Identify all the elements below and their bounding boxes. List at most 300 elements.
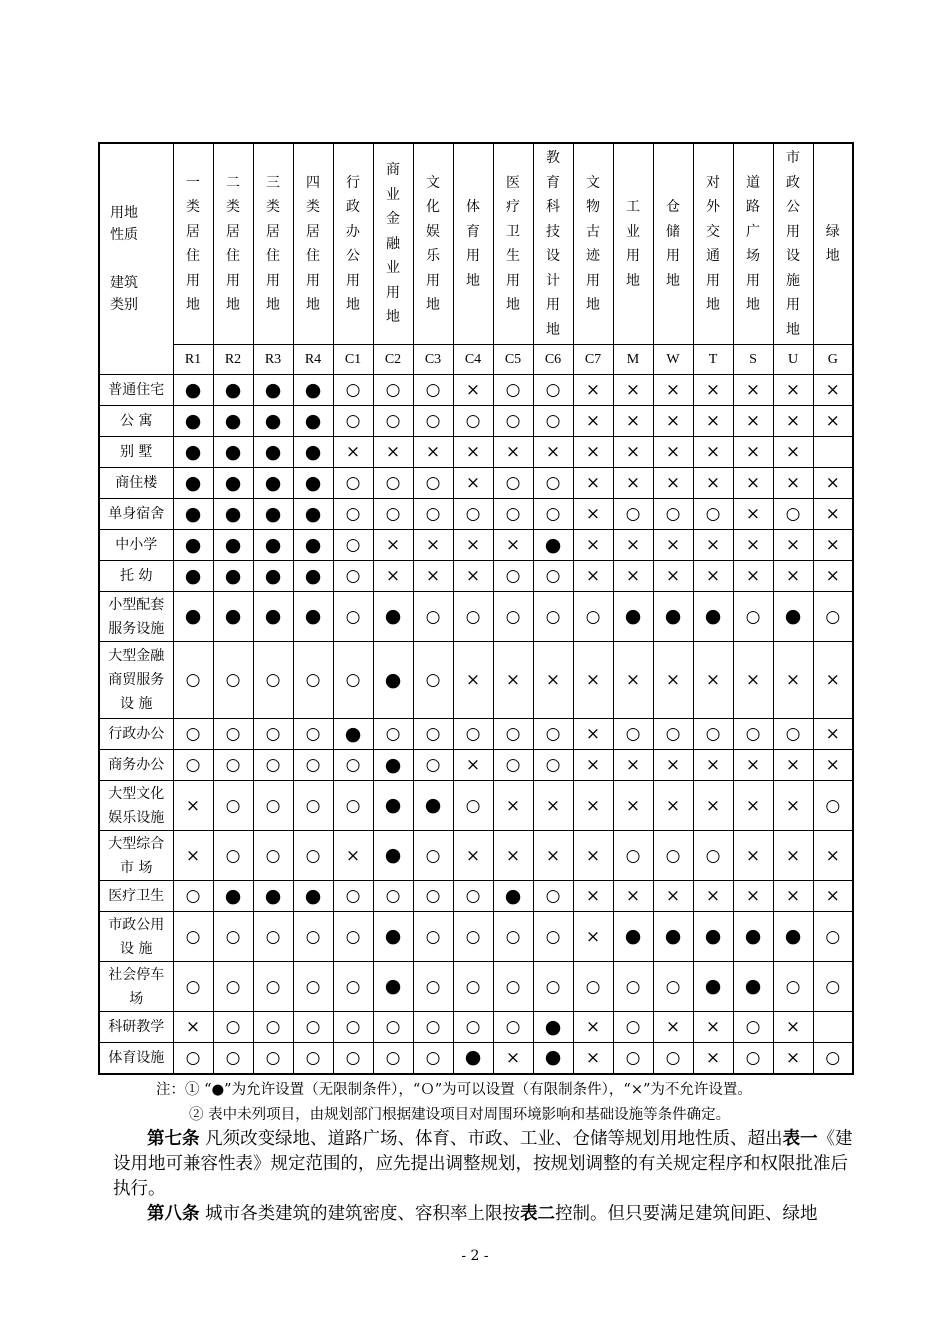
column-code: C7 — [573, 345, 613, 375]
not-allowed-cross-icon: × — [733, 499, 773, 530]
conditional-circle-icon: ○ — [213, 1043, 253, 1074]
allowed-dot-icon: ● — [293, 468, 333, 499]
conditional-circle-icon: ○ — [453, 499, 493, 530]
column-code: C6 — [533, 345, 573, 375]
not-allowed-cross-icon: × — [693, 375, 733, 406]
column-code: M — [613, 345, 653, 375]
allowed-dot-icon: ● — [253, 881, 293, 912]
column-code: C5 — [493, 345, 533, 375]
conditional-circle-icon: ○ — [733, 592, 773, 642]
corner-land-nature-label — [110, 202, 138, 246]
corner-top-text: 用地 — [110, 205, 138, 221]
conditional-circle-icon: ○ — [333, 912, 373, 962]
not-allowed-cross-icon: × — [733, 437, 773, 468]
not-allowed-cross-icon: × — [813, 530, 853, 561]
conditional-circle-icon: ○ — [373, 1012, 413, 1043]
conditional-circle-icon: ○ — [173, 750, 213, 781]
article-7-text-1: 凡须改变绿地、道路广场、体育、市政、工业、仓储等规划用地性质、超出 — [199, 1129, 783, 1149]
conditional-circle-icon: ○ — [293, 719, 333, 750]
column-header-name: 道 路 广 场 用 地 — [733, 143, 773, 345]
not-allowed-cross-icon: × — [573, 831, 613, 881]
row-label-line: 小型配套 — [108, 596, 165, 613]
not-allowed-cross-icon: × — [773, 530, 813, 561]
not-allowed-cross-icon: × — [573, 1043, 613, 1074]
corner-bottom-text: 类别 — [110, 297, 138, 313]
conditional-circle-icon: ○ — [373, 406, 413, 437]
not-allowed-cross-icon: × — [653, 468, 693, 499]
conditional-circle-icon: ○ — [173, 962, 213, 1012]
conditional-circle-icon: ○ — [613, 1012, 653, 1043]
conditional-circle-icon: ○ — [213, 831, 253, 881]
column-header-name: 行 政 办 公 用 地 — [333, 143, 373, 345]
not-allowed-cross-icon: × — [693, 406, 733, 437]
conditional-circle-icon: ○ — [173, 719, 213, 750]
conditional-circle-icon: ○ — [533, 468, 573, 499]
table-row — [99, 406, 853, 437]
not-allowed-cross-icon: × — [693, 437, 733, 468]
table-row — [99, 881, 853, 912]
not-allowed-cross-icon: × — [453, 831, 493, 881]
conditional-circle-icon: ○ — [413, 499, 453, 530]
conditional-circle-icon: ○ — [493, 719, 533, 750]
land-use-compatibility-table — [98, 142, 854, 1075]
table-row — [99, 750, 853, 781]
conditional-circle-icon: ○ — [493, 375, 533, 406]
allowed-dot-icon: ● — [173, 530, 213, 561]
not-allowed-cross-icon: × — [693, 642, 733, 719]
conditional-circle-icon: ○ — [333, 642, 373, 719]
conditional-circle-icon: ○ — [293, 781, 333, 831]
row-label-line: 社会停车 — [108, 966, 165, 983]
conditional-circle-icon: ○ — [453, 881, 493, 912]
conditional-circle-icon: ○ — [533, 719, 573, 750]
not-allowed-cross-icon: × — [653, 406, 693, 437]
allowed-dot-icon: ● — [693, 962, 733, 1012]
conditional-circle-icon: ○ — [653, 719, 693, 750]
allowed-dot-icon: ● — [173, 499, 213, 530]
allowed-dot-icon: ● — [293, 561, 333, 592]
article-7-paragraph — [113, 1127, 863, 1202]
allowed-dot-icon: ● — [493, 881, 533, 912]
conditional-circle-icon: ○ — [373, 375, 413, 406]
conditional-circle-icon: ○ — [213, 719, 253, 750]
conditional-circle-icon: ○ — [533, 750, 573, 781]
not-allowed-cross-icon: × — [773, 468, 813, 499]
conditional-circle-icon: ○ — [373, 719, 413, 750]
conditional-circle-icon: ○ — [453, 406, 493, 437]
row-label-line: 科研教学 — [108, 1019, 165, 1035]
allowed-dot-icon: ● — [173, 592, 213, 642]
allowed-dot-icon: ● — [613, 592, 653, 642]
conditional-circle-icon: ○ — [493, 406, 533, 437]
article-8-heading: 第八条 — [147, 1204, 200, 1224]
allowed-dot-icon: ● — [533, 1043, 573, 1074]
not-allowed-cross-icon: × — [493, 437, 533, 468]
allowed-dot-icon: ● — [253, 592, 293, 642]
not-allowed-cross-icon: × — [413, 561, 453, 592]
not-allowed-cross-icon: × — [613, 642, 653, 719]
conditional-circle-icon: ○ — [333, 499, 373, 530]
conditional-circle-icon: ○ — [253, 1012, 293, 1043]
table-row — [99, 437, 853, 468]
not-allowed-cross-icon: × — [813, 406, 853, 437]
conditional-circle-icon: ○ — [413, 962, 453, 1012]
not-allowed-cross-icon: × — [173, 1012, 213, 1043]
row-label-line: 行政办公 — [108, 726, 165, 742]
row-label-line: 娱乐设施 — [108, 809, 165, 826]
row-label-line: 别 墅 — [120, 444, 153, 460]
not-allowed-cross-icon: × — [493, 1043, 533, 1074]
row-label — [99, 642, 173, 719]
not-allowed-cross-icon: × — [373, 561, 413, 592]
column-header-name: 二 类 居 住 用 地 — [213, 143, 253, 345]
allowed-dot-icon: ● — [373, 912, 413, 962]
not-allowed-cross-icon: × — [653, 750, 693, 781]
conditional-circle-icon: ○ — [333, 962, 373, 1012]
row-label — [99, 468, 173, 499]
conditional-circle-icon: ○ — [613, 719, 653, 750]
allowed-dot-icon: ● — [213, 406, 253, 437]
conditional-circle-icon: ○ — [533, 912, 573, 962]
row-label-line: 大型文化 — [108, 785, 165, 802]
allowed-dot-icon: ● — [293, 530, 333, 561]
row-label-line: 商务办公 — [108, 757, 165, 773]
conditional-circle-icon: ○ — [813, 781, 853, 831]
article-8-text-2: 控制。但只要满足建筑间距、绿地 — [555, 1204, 818, 1224]
allowed-dot-icon: ● — [213, 437, 253, 468]
allowed-dot-icon: ● — [253, 406, 293, 437]
column-header-name: 工 业 用 地 — [613, 143, 653, 345]
row-label-line: 体育设施 — [108, 1049, 165, 1066]
table-row — [99, 1012, 853, 1043]
conditional-circle-icon: ○ — [413, 406, 453, 437]
corner-bottom-text: 建筑 — [110, 275, 138, 291]
column-code: R4 — [293, 345, 333, 375]
conditional-circle-icon: ○ — [333, 1012, 373, 1043]
not-allowed-cross-icon: × — [453, 530, 493, 561]
conditional-circle-icon: ○ — [413, 592, 453, 642]
row-label-line: 市 场 — [120, 859, 153, 876]
row-label-line: 商贸服务 — [108, 672, 165, 688]
column-code: G — [813, 345, 853, 375]
not-allowed-cross-icon: × — [573, 530, 613, 561]
not-allowed-cross-icon: × — [733, 781, 773, 831]
column-header-name: 市 政 公 用 设 施 用 地 — [773, 143, 813, 345]
allowed-dot-icon: ● — [213, 499, 253, 530]
row-label-line: 中小学 — [115, 537, 158, 553]
column-header-name: 体 育 用 地 — [453, 143, 493, 345]
not-allowed-cross-icon: × — [693, 781, 733, 831]
row-label — [99, 912, 173, 962]
row-label-line: 场 — [129, 990, 144, 1007]
row-label — [99, 437, 173, 468]
column-header-name: 教 育 科 技 设 计 用 地 — [533, 143, 573, 345]
table-row — [99, 831, 853, 881]
not-allowed-cross-icon: × — [813, 561, 853, 592]
not-allowed-cross-icon: × — [693, 530, 733, 561]
conditional-circle-icon: ○ — [533, 881, 573, 912]
row-label-line: 服务设施 — [108, 620, 165, 637]
allowed-dot-icon: ● — [253, 561, 293, 592]
conditional-circle-icon: ○ — [373, 881, 413, 912]
not-allowed-cross-icon: × — [453, 642, 493, 719]
row-label-line: 托 幼 — [120, 568, 153, 584]
conditional-circle-icon: ○ — [173, 881, 213, 912]
not-allowed-cross-icon: × — [773, 561, 813, 592]
conditional-circle-icon: ○ — [293, 831, 333, 881]
allowed-dot-icon: ● — [293, 592, 333, 642]
row-label-line: 大型综合 — [108, 835, 165, 852]
allowed-dot-icon: ● — [293, 499, 333, 530]
conditional-circle-icon: ○ — [293, 1012, 333, 1043]
allowed-dot-icon: ● — [693, 912, 733, 962]
not-allowed-cross-icon: × — [813, 831, 853, 881]
not-allowed-cross-icon: × — [813, 719, 853, 750]
article-8-table-ref: 表二 — [520, 1204, 556, 1224]
not-allowed-cross-icon: × — [693, 750, 733, 781]
column-code: C2 — [373, 345, 413, 375]
conditional-circle-icon: ○ — [773, 962, 813, 1012]
table-row — [99, 499, 853, 530]
allowed-dot-icon: ● — [533, 1012, 573, 1043]
allowed-dot-icon: ● — [213, 881, 253, 912]
allowed-dot-icon: ● — [373, 642, 413, 719]
row-label — [99, 962, 173, 1012]
allowed-dot-icon: ● — [653, 592, 693, 642]
conditional-circle-icon: ○ — [293, 1043, 333, 1074]
table-row — [99, 468, 853, 499]
row-label — [99, 881, 173, 912]
not-allowed-cross-icon: × — [573, 499, 613, 530]
table-row — [99, 781, 853, 831]
conditional-circle-icon: ○ — [333, 468, 373, 499]
conditional-circle-icon: ○ — [493, 561, 533, 592]
allowed-dot-icon: ● — [413, 781, 453, 831]
not-allowed-cross-icon: × — [533, 831, 573, 881]
conditional-circle-icon: ○ — [693, 831, 733, 881]
conditional-circle-icon: ○ — [373, 468, 413, 499]
column-code: W — [653, 345, 693, 375]
not-allowed-cross-icon: × — [693, 1043, 733, 1074]
table-row — [99, 912, 853, 962]
conditional-circle-icon: ○ — [333, 750, 373, 781]
conditional-circle-icon: ○ — [493, 592, 533, 642]
table-note-1: 注：① “●”为允许设置（无限制条件），“Ｏ”为可以设置（有限制条件），“×”为不允许设置。 — [156, 1082, 752, 1098]
conditional-circle-icon: ○ — [453, 1012, 493, 1043]
not-allowed-cross-icon: × — [773, 831, 813, 881]
conditional-circle-icon: ○ — [213, 962, 253, 1012]
conditional-circle-icon: ○ — [493, 962, 533, 1012]
not-allowed-cross-icon: × — [693, 561, 733, 592]
conditional-circle-icon: ○ — [413, 831, 453, 881]
allowed-dot-icon: ● — [373, 831, 413, 881]
not-allowed-cross-icon: × — [813, 642, 853, 719]
not-allowed-cross-icon: × — [573, 881, 613, 912]
not-allowed-cross-icon: × — [613, 406, 653, 437]
conditional-circle-icon: ○ — [373, 1043, 413, 1074]
allowed-dot-icon: ● — [253, 437, 293, 468]
conditional-circle-icon: ○ — [693, 719, 733, 750]
conditional-circle-icon: ○ — [173, 1043, 213, 1074]
column-code: R2 — [213, 345, 253, 375]
not-allowed-cross-icon: × — [573, 406, 613, 437]
not-allowed-cross-icon: × — [573, 750, 613, 781]
article-7-table-ref: 表一 — [782, 1129, 818, 1149]
not-allowed-cross-icon: × — [613, 468, 653, 499]
conditional-circle-icon: ○ — [453, 592, 493, 642]
row-label-line: 大型金融 — [108, 648, 165, 664]
allowed-dot-icon: ● — [253, 530, 293, 561]
allowed-dot-icon: ● — [253, 499, 293, 530]
conditional-circle-icon: ○ — [253, 912, 293, 962]
conditional-circle-icon: ○ — [613, 962, 653, 1012]
table-row — [99, 530, 853, 561]
conditional-circle-icon: ○ — [533, 592, 573, 642]
not-allowed-cross-icon: × — [613, 530, 653, 561]
column-code: T — [693, 345, 733, 375]
not-allowed-cross-icon: × — [373, 530, 413, 561]
conditional-circle-icon: ○ — [653, 499, 693, 530]
row-label — [99, 406, 173, 437]
not-allowed-cross-icon: × — [413, 530, 453, 561]
not-allowed-cross-icon: × — [493, 781, 533, 831]
corner-top-text: 性质 — [110, 227, 138, 243]
allowed-dot-icon: ● — [293, 406, 333, 437]
conditional-circle-icon: ○ — [293, 750, 333, 781]
not-allowed-cross-icon: × — [733, 750, 773, 781]
column-code: S — [733, 345, 773, 375]
not-allowed-cross-icon: × — [733, 642, 773, 719]
not-allowed-cross-icon: × — [613, 561, 653, 592]
column-header-name: 文 物 古 迹 用 地 — [573, 143, 613, 345]
allowed-dot-icon: ● — [373, 781, 413, 831]
article-7-heading: 第七条 — [147, 1129, 200, 1149]
table-row — [99, 375, 853, 406]
allowed-dot-icon: ● — [333, 719, 373, 750]
not-allowed-cross-icon: × — [813, 750, 853, 781]
not-allowed-cross-icon: × — [413, 437, 453, 468]
conditional-circle-icon: ○ — [533, 406, 573, 437]
conditional-circle-icon: ○ — [253, 719, 293, 750]
column-code: R1 — [173, 345, 213, 375]
conditional-circle-icon: ○ — [813, 962, 853, 1012]
conditional-circle-icon: ○ — [293, 962, 333, 1012]
not-allowed-cross-icon: × — [173, 781, 213, 831]
conditional-circle-icon: ○ — [213, 750, 253, 781]
not-allowed-cross-icon: × — [653, 781, 693, 831]
allowed-dot-icon: ● — [693, 592, 733, 642]
not-allowed-cross-icon: × — [533, 437, 573, 468]
allowed-dot-icon: ● — [213, 468, 253, 499]
column-code: U — [773, 345, 813, 375]
conditional-circle-icon: ○ — [253, 750, 293, 781]
conditional-circle-icon: ○ — [413, 881, 453, 912]
conditional-circle-icon: ○ — [173, 912, 213, 962]
cell-symbol — [813, 1012, 853, 1043]
conditional-circle-icon: ○ — [733, 1012, 773, 1043]
table-row — [99, 719, 853, 750]
conditional-circle-icon: ○ — [453, 912, 493, 962]
not-allowed-cross-icon: × — [333, 437, 373, 468]
not-allowed-cross-icon: × — [733, 831, 773, 881]
conditional-circle-icon: ○ — [813, 592, 853, 642]
column-header-name: 文 化 娱 乐 用 地 — [413, 143, 453, 345]
allowed-dot-icon: ● — [373, 592, 413, 642]
conditional-circle-icon: ○ — [333, 781, 373, 831]
conditional-circle-icon: ○ — [693, 499, 733, 530]
conditional-circle-icon: ○ — [413, 642, 453, 719]
column-header-name: 绿 地 — [813, 143, 853, 345]
not-allowed-cross-icon: × — [653, 1012, 693, 1043]
column-code: C4 — [453, 345, 493, 375]
conditional-circle-icon: ○ — [573, 592, 613, 642]
not-allowed-cross-icon: × — [493, 642, 533, 719]
allowed-dot-icon: ● — [613, 912, 653, 962]
allowed-dot-icon: ● — [373, 962, 413, 1012]
not-allowed-cross-icon: × — [493, 530, 533, 561]
conditional-circle-icon: ○ — [293, 642, 333, 719]
not-allowed-cross-icon: × — [773, 1043, 813, 1074]
not-allowed-cross-icon: × — [573, 1012, 613, 1043]
not-allowed-cross-icon: × — [773, 642, 813, 719]
row-label — [99, 561, 173, 592]
not-allowed-cross-icon: × — [333, 831, 373, 881]
not-allowed-cross-icon: × — [773, 375, 813, 406]
not-allowed-cross-icon: × — [573, 561, 613, 592]
conditional-circle-icon: ○ — [333, 530, 373, 561]
conditional-circle-icon: ○ — [413, 719, 453, 750]
column-header-name: 三 类 居 住 用 地 — [253, 143, 293, 345]
allowed-dot-icon: ● — [213, 530, 253, 561]
conditional-circle-icon: ○ — [573, 962, 613, 1012]
not-allowed-cross-icon: × — [813, 468, 853, 499]
not-allowed-cross-icon: × — [453, 468, 493, 499]
conditional-circle-icon: ○ — [213, 642, 253, 719]
not-allowed-cross-icon: × — [573, 642, 613, 719]
page-number: - 2 - — [461, 1248, 489, 1264]
not-allowed-cross-icon: × — [453, 561, 493, 592]
not-allowed-cross-icon: × — [773, 437, 813, 468]
row-label-line: 单身宿舍 — [108, 506, 165, 522]
table-row — [99, 1043, 853, 1074]
conditional-circle-icon: ○ — [613, 499, 653, 530]
allowed-dot-icon: ● — [533, 530, 573, 561]
allowed-dot-icon: ● — [173, 406, 213, 437]
conditional-circle-icon: ○ — [813, 912, 853, 962]
not-allowed-cross-icon: × — [173, 831, 213, 881]
conditional-circle-icon: ○ — [653, 962, 693, 1012]
not-allowed-cross-icon: × — [573, 719, 613, 750]
conditional-circle-icon: ○ — [213, 1012, 253, 1043]
table-row — [99, 642, 853, 719]
not-allowed-cross-icon: × — [653, 881, 693, 912]
conditional-circle-icon: ○ — [333, 406, 373, 437]
row-label — [99, 719, 173, 750]
allowed-dot-icon: ● — [213, 592, 253, 642]
not-allowed-cross-icon: × — [573, 468, 613, 499]
allowed-dot-icon: ● — [653, 912, 693, 962]
allowed-dot-icon: ● — [213, 375, 253, 406]
not-allowed-cross-icon: × — [693, 1012, 733, 1043]
conditional-circle-icon: ○ — [373, 499, 413, 530]
allowed-dot-icon: ● — [213, 561, 253, 592]
not-allowed-cross-icon: × — [813, 499, 853, 530]
conditional-circle-icon: ○ — [493, 750, 533, 781]
header-row-codes — [99, 345, 853, 375]
conditional-circle-icon: ○ — [333, 1043, 373, 1074]
conditional-circle-icon: ○ — [613, 831, 653, 881]
not-allowed-cross-icon: × — [733, 561, 773, 592]
